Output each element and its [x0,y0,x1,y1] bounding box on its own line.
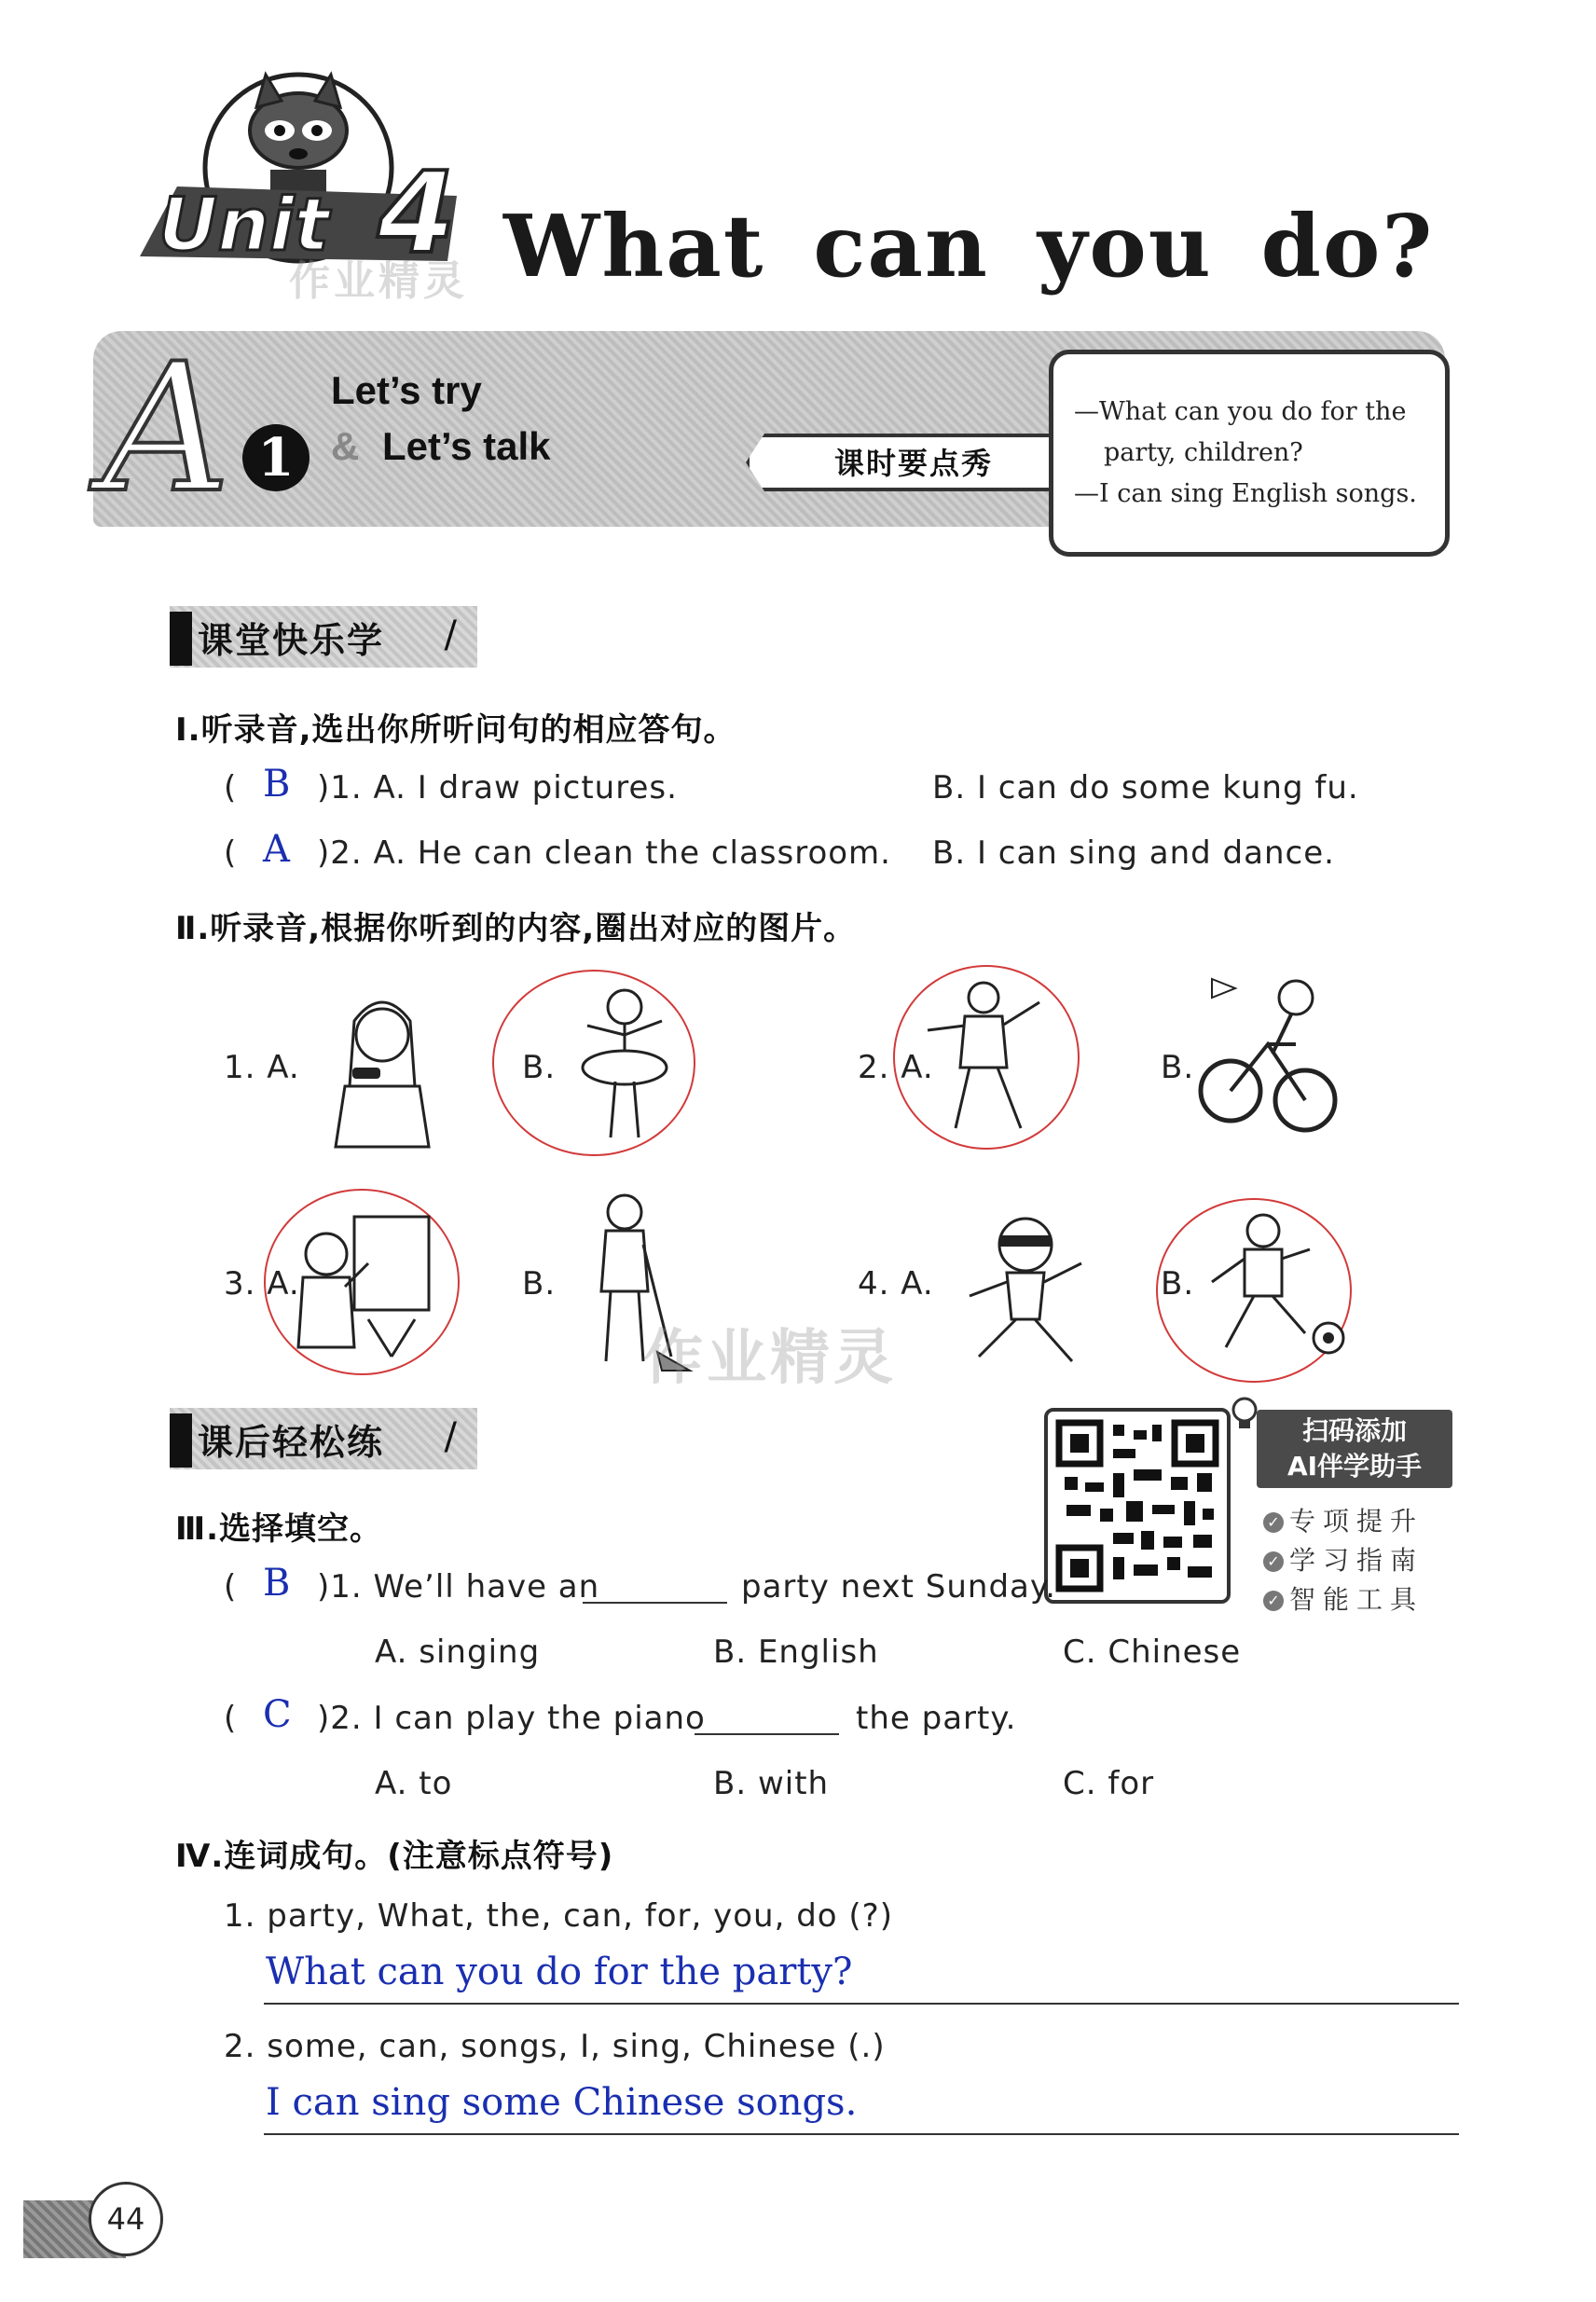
word-list: 2. some, can, songs, I, sing, Chinese (.) [224,2028,886,2065]
keypoint-box [1049,350,1450,557]
qr-code-icon [1048,1412,1227,1600]
answer-rule [264,2133,1459,2135]
qr-feature-label: 专项提升 [1289,1506,1424,1537]
item-option-b: B. I can do some kung fu. [932,769,1359,806]
girl-dancing-ballet-icon [559,979,727,1147]
item-stem-end: party next Sunday. [741,1568,1056,1606]
word-list: 1. party, What, the, can, for, you, do (?) [224,1897,893,1935]
picture-label: B. [522,1265,557,1303]
question-2-head: Ⅱ.听录音,根据你听到的内容,圈出对应的图片。 [175,910,857,947]
blank-line [583,1576,727,1604]
paren-open: ( [224,769,238,806]
banner-mark [170,1413,192,1468]
question-3-head: Ⅲ.选择填空。 [175,1510,383,1548]
check-icon: ✓ [1263,1591,1284,1611]
answer-q3-1: B [263,1562,291,1605]
boy-playing-football-icon [1189,1207,1356,1375]
check-icon: ✓ [1263,1551,1284,1572]
option-a: A. to [375,1765,453,1802]
qr-feature [1263,1540,1424,1578]
unit-label: Unit [158,184,329,268]
qr-feature [1263,1501,1424,1538]
section-banner-homework [170,1408,477,1469]
keypoint-label: 课时要点秀 [833,446,993,481]
qr-code-frame[interactable] [1044,1408,1231,1604]
keypoint-line: —What can you do for the [1074,397,1407,426]
option-b: B. with [713,1765,830,1802]
option-b: B. English [713,1633,879,1671]
picture-label: 4. A. [858,1265,934,1303]
part-letter: A [103,325,231,531]
unit-title: What can you do? [503,196,1435,296]
paren-open: ( [224,1700,238,1737]
boy-drawing-pictures-icon [280,1198,447,1366]
answer-rule [264,2003,1459,2005]
page-number: 44 [89,2182,163,2256]
question-4-head: Ⅳ.连词成句。(注意标点符号) [175,1838,614,1875]
keypoint-line: party, children? [1104,438,1303,467]
man-kungfu-icon [909,974,1077,1142]
item-stem: )2. A. He can clean the classroom. [317,834,891,872]
item-option-b: B. I can sing and dance. [932,834,1335,872]
paren-open: ( [224,834,238,872]
watermark: 作业精灵 [289,257,468,305]
sentence-answer: What can you do for the party? [266,1950,853,1993]
lesson-line2: Let’s talk [382,424,551,468]
part-number: 1 [242,424,310,491]
option-c: C. for [1063,1765,1155,1802]
lesson-amp: & [331,424,360,468]
qr-feature-label: 学习指南 [1289,1545,1424,1576]
item-stem-start: )2. I can play the piano [317,1700,706,1737]
qr-feature [1263,1579,1424,1617]
girl-singing-icon [298,984,466,1151]
picture-label: 2. A. [858,1049,934,1086]
watermark: 作业精灵 [643,1324,897,1393]
picture-label: 1. A. [224,1049,300,1086]
picture-label: 3. A. [224,1265,300,1303]
qr-feature-label: 智能工具 [1289,1584,1424,1615]
option-c: C. Chinese [1063,1633,1242,1671]
question-1-head: Ⅰ.听录音,选出你所听问句的相应答句。 [175,711,736,749]
qr-tag [1257,1410,1452,1488]
keypoint-line: —I can sing English songs. [1074,479,1417,508]
section-title: 课后轻松练 [198,1422,385,1463]
slash-icon: / [444,613,457,656]
section-title: 课堂快乐学 [198,620,385,661]
section-banner-classroom [170,606,477,668]
answer-q3-2: C [263,1693,292,1736]
item-stem-end: the party. [856,1700,1017,1737]
item-stem: )1. A. I draw pictures. [317,769,678,806]
banner-mark [170,612,192,666]
qr-tag-line2: AI伴学助手 [1286,1451,1423,1482]
answer-q1-2: A [263,828,290,871]
unit-number: 4 [378,149,456,279]
check-icon: ✓ [1263,1512,1284,1533]
lesson-line1: Let’s try [331,368,482,412]
qr-tag-line1: 扫码添加 [1301,1415,1407,1446]
picture-label: B. [522,1049,557,1086]
slash-icon: / [444,1415,457,1458]
boy-running-icon [942,1207,1109,1375]
sentence-answer: I can sing some Chinese songs. [266,2081,858,2124]
paren-open: ( [224,1568,238,1606]
blank-line [695,1707,839,1735]
answer-q1-1: B [263,763,291,806]
boy-riding-bike-icon [1193,970,1352,1165]
item-stem-start: )1. We’ll have an [317,1568,600,1606]
option-a: A. singing [375,1633,541,1671]
picture-label: B. [1161,1265,1195,1303]
picture-label: B. [1161,1049,1195,1086]
